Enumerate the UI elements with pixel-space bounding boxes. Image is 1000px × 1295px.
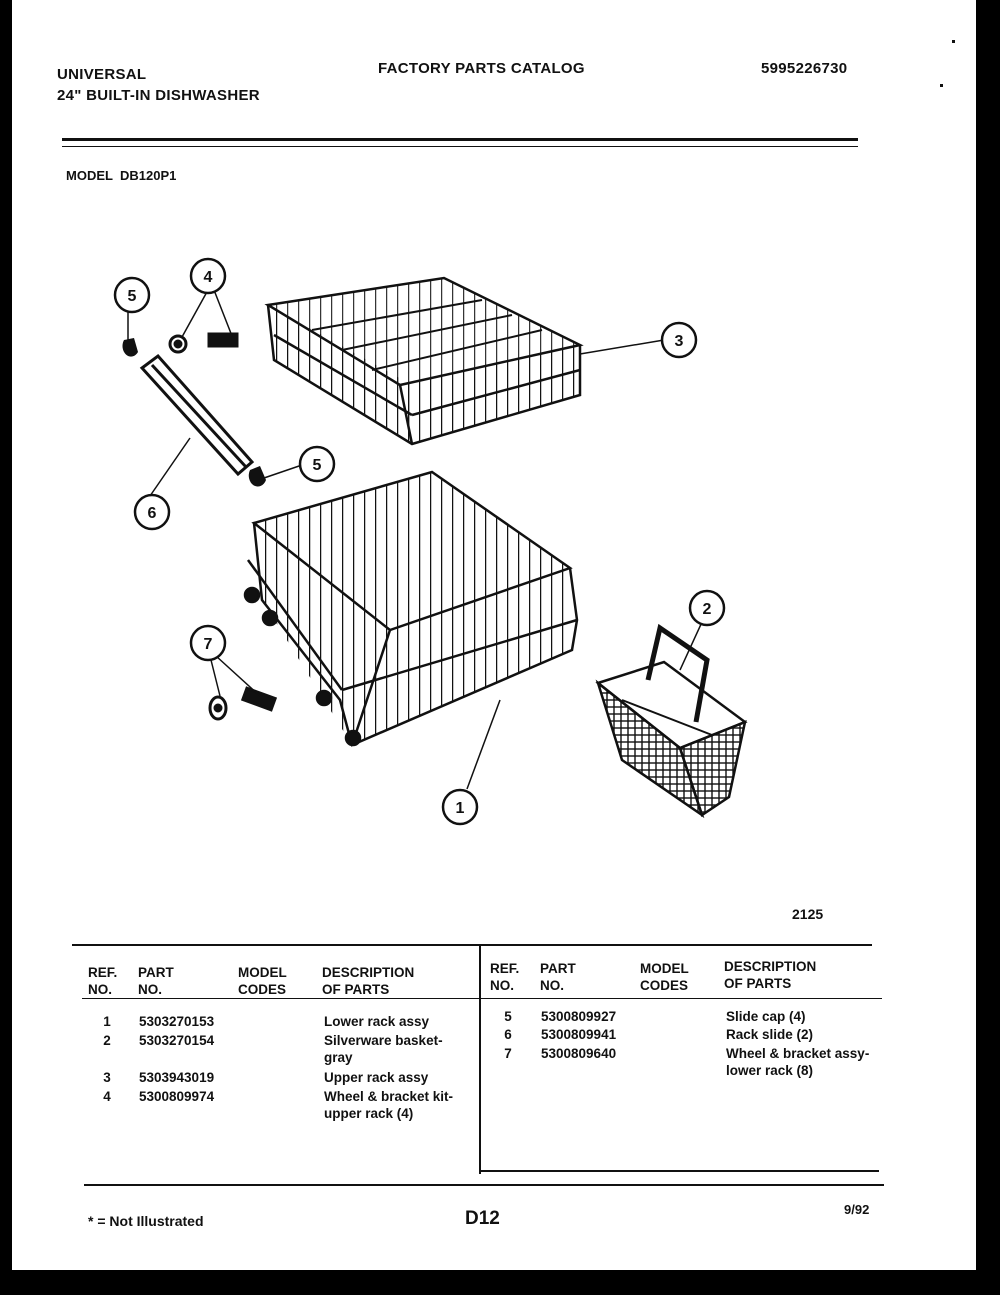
callout-label-2: 2 bbox=[702, 601, 712, 618]
brand-name: UNIVERSAL bbox=[57, 66, 147, 83]
row-description: Rack slide (2) bbox=[726, 1027, 814, 1042]
callout-label-6: 6 bbox=[147, 505, 157, 522]
row-description: Wheel & bracket kit-upper rack (4) bbox=[324, 1089, 454, 1121]
model-label: MODEL bbox=[66, 168, 113, 183]
edge-artifact bbox=[968, 20, 976, 60]
silverware-basket-illustration bbox=[598, 628, 745, 815]
callout-label-7: 7 bbox=[203, 636, 213, 653]
col-header-model-codes-right: MODEL CODES bbox=[640, 961, 689, 993]
callout-label-3: 3 bbox=[674, 333, 684, 350]
product-name: 24" BUILT-IN DISHWASHER bbox=[57, 87, 260, 104]
row-description: Upper rack assy bbox=[324, 1070, 429, 1085]
figure-number: 2125 bbox=[792, 906, 824, 922]
col-header-part: PART NO. bbox=[138, 965, 174, 997]
exploded-parts-diagram bbox=[12, 0, 976, 900]
callout-label-1: 1 bbox=[455, 800, 465, 817]
col-header-ref-right: REF. NO. bbox=[490, 961, 520, 993]
col-header-description: DESCRIPTION OF PARTS bbox=[322, 965, 415, 997]
catalog-number: 5995226730 bbox=[761, 60, 848, 77]
model-number: DB120P1 bbox=[120, 168, 177, 183]
row-description: Lower rack assy bbox=[324, 1014, 430, 1029]
row-part-number: 5300809941 bbox=[541, 1027, 617, 1042]
not-illustrated-note: * = Not Illustrated bbox=[88, 1213, 204, 1229]
page-number: D12 bbox=[465, 1208, 500, 1229]
row-part-number: 5303270153 bbox=[139, 1014, 215, 1029]
table-column-divider bbox=[479, 946, 481, 1174]
row-description: Wheel & bracket assy-lower rack (8) bbox=[726, 1046, 870, 1078]
col-header-model-codes: MODEL CODES bbox=[238, 965, 287, 997]
revision-date: 9/92 bbox=[844, 1202, 870, 1217]
wheel-bracket-upper-illustration bbox=[170, 334, 237, 352]
row-ref: 4 bbox=[103, 1089, 111, 1104]
rack-slide-illustration bbox=[142, 356, 252, 474]
table-rule-top bbox=[72, 944, 872, 946]
table-rule-right-bottom bbox=[479, 1170, 879, 1172]
scan-speck bbox=[952, 40, 955, 43]
callout-label-5a: 5 bbox=[127, 288, 137, 305]
scan-speck bbox=[940, 84, 943, 87]
upper-rack-illustration bbox=[268, 278, 580, 444]
row-description: Slide cap (4) bbox=[726, 1009, 806, 1024]
row-ref: 6 bbox=[504, 1027, 512, 1042]
callout-label-5b: 5 bbox=[312, 457, 322, 474]
callout-label-4: 4 bbox=[203, 269, 213, 286]
catalog-title: FACTORY PARTS CATALOG bbox=[378, 60, 585, 77]
row-ref: 3 bbox=[103, 1070, 111, 1085]
row-description: Silverware basket-gray bbox=[324, 1033, 443, 1065]
row-part-number: 5300809640 bbox=[541, 1046, 617, 1061]
row-part-number: 5303943019 bbox=[139, 1070, 215, 1085]
row-part-number: 5300809974 bbox=[139, 1089, 215, 1104]
lower-rack-illustration bbox=[245, 472, 577, 745]
row-ref: 5 bbox=[504, 1009, 512, 1024]
catalog-page bbox=[12, 0, 976, 1270]
row-ref: 2 bbox=[103, 1033, 111, 1048]
table-rule-bottom bbox=[84, 1184, 884, 1186]
col-header-part-right: PART NO. bbox=[540, 961, 576, 993]
row-ref: 7 bbox=[504, 1046, 512, 1061]
row-part-number: 5300809927 bbox=[541, 1009, 617, 1024]
col-header-ref: REF. NO. bbox=[88, 965, 118, 997]
col-header-description-right: DESCRIPTION OF PARTS bbox=[724, 959, 817, 991]
row-ref: 1 bbox=[103, 1014, 111, 1029]
table-header-rule bbox=[82, 998, 882, 999]
row-part-number: 5303270154 bbox=[139, 1033, 215, 1048]
